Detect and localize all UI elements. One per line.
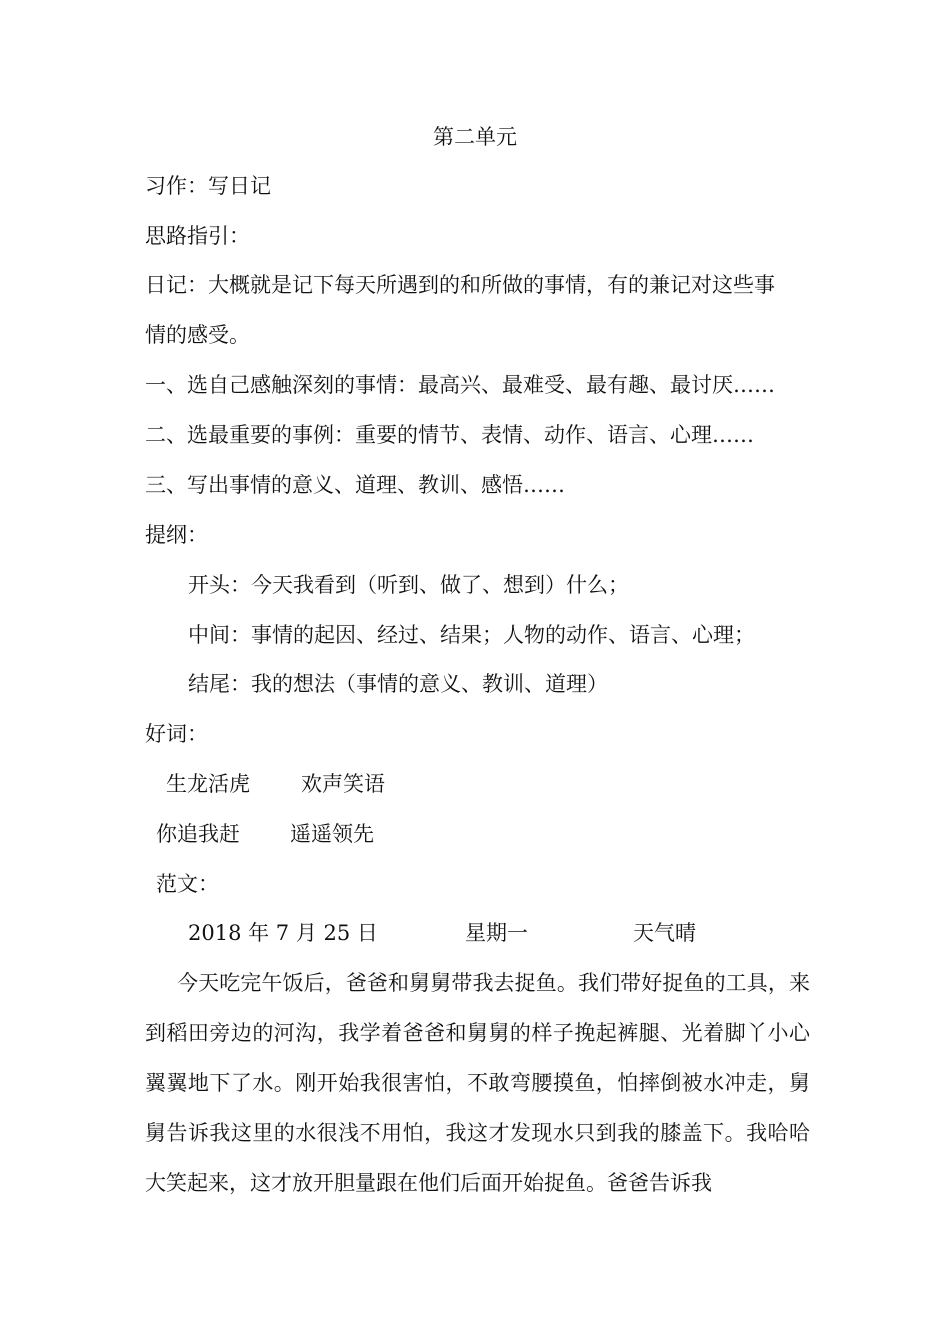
- word-item: 你追我赶: [156, 822, 240, 846]
- outline-ending: 结尾：我的想法（事情的意义、教训、道理）: [188, 672, 608, 696]
- outline-middle: 中间：事情的起因、经过、结果；人物的动作、语言、心理；: [188, 623, 755, 647]
- diary-weekday: 星期一: [465, 921, 528, 945]
- definition-line-1: 日记：大概就是记下每天所遇到的和所做的事情，有的兼记对这些事: [145, 273, 775, 297]
- outline-heading: 提纲：: [145, 523, 208, 547]
- outline-opening: 开头：今天我看到（听到、做了、想到）什么；: [188, 573, 629, 597]
- words-heading: 好词：: [145, 722, 208, 746]
- page-title: 第二单元: [433, 125, 517, 149]
- assignment-title: 习作：写日记: [145, 174, 271, 198]
- word-item: 遥遥领先: [290, 822, 374, 846]
- definition-line-2: 情的感受。: [145, 323, 250, 347]
- step-2: 二、选最重要的事例：重要的情节、表情、动作、语言、心理……: [145, 423, 754, 447]
- diary-weather: 天气晴: [633, 921, 696, 945]
- step-1: 一、选自己感触深刻的事情：最高兴、最难受、最有趣、最讨厌……: [145, 373, 775, 397]
- step-3: 三、写出事情的意义、道理、教训、感悟……: [145, 473, 565, 497]
- guide-heading: 思路指引：: [145, 224, 250, 248]
- word-item: 生龙活虎: [166, 772, 250, 796]
- word-item: 欢声笑语: [301, 772, 385, 796]
- diary-date: 2018 年 7 月 25 日: [188, 921, 378, 945]
- sample-paragraph: 今天吃完午饭后，爸爸和舅舅带我去捉鱼。我们带好捉鱼的工具，来到稻田旁边的河沟，我学着爸爸和舅舅的样子挽起裤腿、光着脚丫小心翼翼地下了水。刚开始我很害怕，不敢弯腰摸鱼，怕摔倒被水冲走，舅舅告诉我这里的水很浅不用怕，我这才发现水只到我的膝盖下。我哈哈大笑起来，这才放开胆量跟在他们后面开始捉鱼。爸爸告诉我: [145, 971, 810, 1195]
- sample-heading: 范文：: [156, 872, 219, 896]
